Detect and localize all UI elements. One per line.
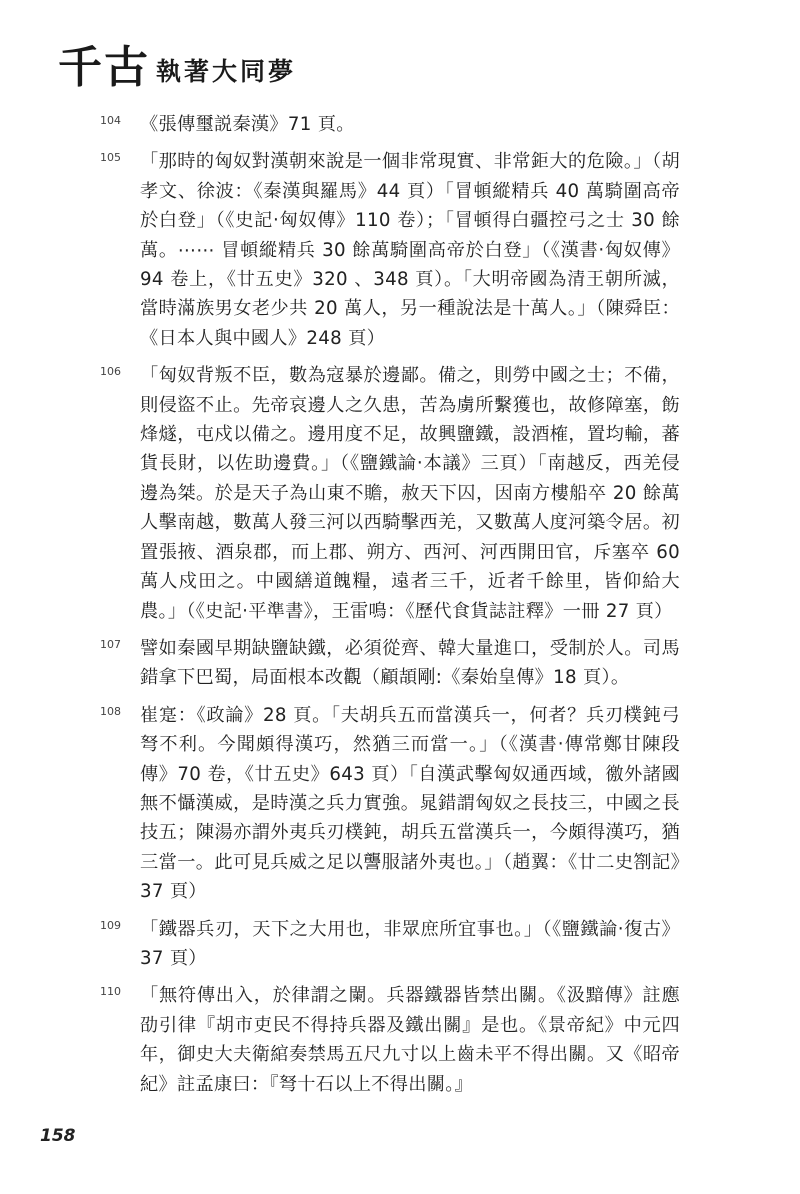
book-title-main: 千古 bbox=[58, 42, 150, 93]
footnote-text: 「匈奴背叛不臣，數為寇暴於邊鄙。備之，則勞中國之士；不備，則侵盜不止。先帝哀邊人之久患，苦為虜所繫獲也，故修障塞，飭烽燧，屯戍以備之。邊用度不足，故興鹽鐵，設酒榷，置均輸，蕃貨長財，以佐助邊費。」（《鹽鐵論‧本議》三頁）「南越反，西羌侵邊為桀。於是天子為山東不贍，赦天下囚，因南方樓船卒 20 餘萬人擊南越，數萬人發三河以西騎擊西羌，又數萬人度河築令居。初置張掖、酒泉郡，而上郡、朔方、西河、河西開田官，斥塞卒 60 萬人戍田之。中國繕道餽糧，遠者三千，近者千餘里，皆仰給大農。」（《史記‧平準書》，王雷鳴：《歷代食貨誌註釋》一冊 27 頁） bbox=[140, 365, 680, 622]
footnote-108 bbox=[100, 701, 680, 907]
footnote-number: 108 bbox=[100, 704, 121, 718]
footnote-106 bbox=[100, 361, 680, 626]
page-number: 158 bbox=[40, 1126, 76, 1146]
footnote-110 bbox=[100, 981, 680, 1099]
footnote-text: 崔寔：《政論》28 頁。「夫胡兵五而當漢兵一，何者？兵刃樸鈍弓弩不利。今聞頗得漢巧，然猶三而當一。」（《漢書‧傳常鄭甘陳段傳》70 卷，《廿五史》643 頁）「自漢武擊匈奴通西域，徼外諸國無不懾漢威，是時漢之兵力實強。晁錯謂匈奴之長技三，中國之長技五；陳湯亦謂外夷兵刃樸鈍，胡兵五當漢兵一，今頗得漢巧，猶三當一。此可見兵威之足以讋服諸外夷也。」（趙翼：《廿二史劄記》37 頁） bbox=[140, 704, 680, 903]
footnote-104 bbox=[100, 110, 680, 139]
footnote-number: 104 bbox=[100, 114, 121, 127]
footnotes-list bbox=[100, 110, 680, 1107]
footnote-109 bbox=[100, 915, 680, 974]
footnote-number: 110 bbox=[100, 985, 121, 999]
footnote-105 bbox=[100, 147, 680, 353]
footnote-number: 105 bbox=[100, 151, 121, 165]
book-title-sub: 執著大同夢 bbox=[156, 57, 297, 86]
footnote-text: 「無符傳出入，於律謂之闌。兵器鐵器皆禁出關。《汲黯傳》註應劭引律『胡市吏民不得持兵器及鐵出關』是也。《景帝紀》中元四年，御史大夫衛綰奏禁馬五尺九寸以上齒未平不得出關。又《昭帝紀》註孟康曰：『弩十石以上不得出關。』 bbox=[140, 985, 680, 1095]
footnote-text: 「鐵器兵刃，天下之大用也，非眾庶所宜事也。」（《鹽鐵論‧復古》37 頁） bbox=[140, 918, 680, 969]
footnote-107 bbox=[100, 634, 680, 693]
footnote-number: 106 bbox=[100, 365, 121, 379]
footnote-text: 譬如秦國早期缺鹽缺鐵，必須從齊、韓大量進口，受制於人。司馬錯拿下巴蜀，局面根本改觀（顧頡剛:《秦始皇傳》18 頁）。 bbox=[140, 637, 680, 689]
footnote-text: 「那時的匈奴對漢朝來說是一個非常現實、非常鉅大的危險。」（胡孝文、徐波：《秦漢與羅馬》44 頁）「冒頓縱精兵 40 萬騎圍高帝於白登」（《史記‧匈奴傳》110 卷）；「冒頓得白疆控弓之士 30 餘萬。⋯⋯ 冒頓縱精兵 30 餘萬騎圍高帝於白登」（《漢書‧匈奴傳》94 卷上，《廿五史》320 、348 頁）。「大明帝國為清王朝所滅，當時滿族男女老少共 20 萬人，另一種說法是十萬人。」（陳舜臣：《日本人與中國人》248 頁） bbox=[140, 151, 680, 349]
footnote-text: 《張傳璽説秦漢》71 頁。 bbox=[140, 114, 355, 135]
running-header bbox=[58, 30, 297, 93]
footnote-number: 107 bbox=[100, 637, 121, 651]
footnote-number: 109 bbox=[100, 918, 121, 932]
